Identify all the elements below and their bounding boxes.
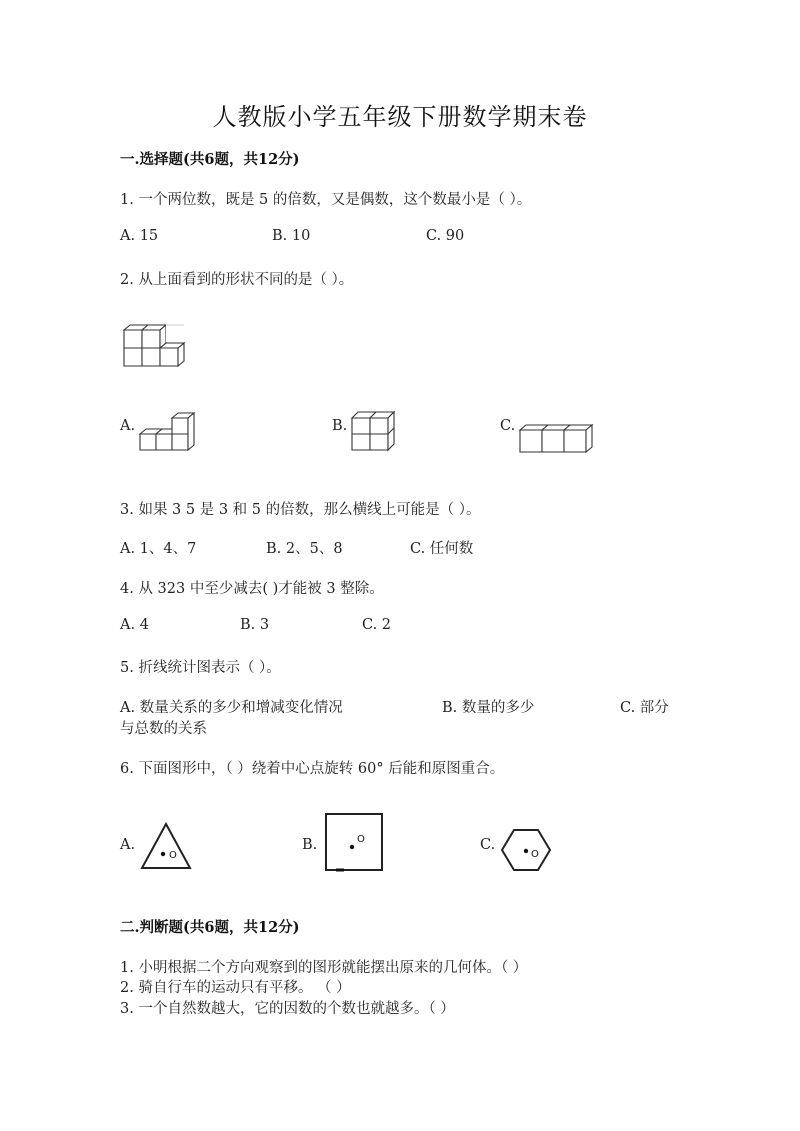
judgement-item-3: 3. 一个自然数越大，它的因数的个数也就越多。（ ） [120,1001,455,1017]
q4-option-a: A. 4 [120,617,149,633]
shape-center-label: O [357,834,365,845]
q1-option-c: C. 90 [426,228,465,244]
q6-option-c: C. [480,837,496,853]
judgement-item-2: 2. 骑自行车的运动只有平移。 （ ） [120,980,351,996]
triangle-shape-icon [138,820,194,872]
question-1: 1. 一个两位数，既是 5 的倍数，又是偶数，这个数最小是（ ）。 [120,192,532,208]
cube-view-b-icon [348,408,406,456]
section-heading-judgement: 二.判断题(共6题，共12分) [120,919,300,936]
q5-option-a: A. 数量关系的多少和增减变化情况 [120,700,343,716]
cube-view-c-icon [516,420,602,456]
cube-stack-icon [118,320,190,372]
q2-option-c: C. [500,418,516,434]
shape-center-label: O [169,850,177,861]
q5-option-b: B. 数量的多少 [442,700,535,716]
page-title: 人教版小学五年级下册数学期末卷 [212,103,588,131]
hexagon-shape-icon [500,826,554,874]
question-4: 4. 从 323 中至少减去( )才能被 3 整除。 [120,581,384,597]
q4-option-c: C. 2 [362,617,392,633]
q2-option-b: B. [332,418,348,434]
question-2: 2. 从上面看到的形状不同的是（ ）。 [120,272,354,288]
q6-option-b: B. [302,837,318,853]
q5-option-c: C. 部分 [620,700,669,716]
section-heading-choice: 一.选择题(共6题，共12分) [120,151,300,168]
q3-option-a: A. 1、4、7 [120,541,197,557]
cube-view-a-icon [136,410,198,456]
q2-option-a: A. [120,418,136,434]
q4-option-b: B. 3 [240,617,270,633]
q1-option-a: A. 15 [120,228,159,244]
q3-option-b: B. 2、5、8 [266,541,343,557]
q6-option-a: A. [120,837,136,853]
question-6: 6. 下面图形中，（ ）绕着中心点旋转 60° 后能和原图重合。 [120,761,505,777]
q3-option-c: C. 任何数 [410,541,474,557]
question-5: 5. 折线统计图表示（ ）。 [120,660,281,676]
shape-center-label: O [531,849,539,860]
q1-option-b: B. 10 [272,228,311,244]
square-shape-icon [322,810,388,876]
judgement-item-1: 1. 小明根据二个方向观察到的图形就能摆出原来的几何体。（ ） [120,960,528,976]
q5-option-c-continued: 与总数的关系 [120,721,207,737]
question-3: 3. 如果 3 5 是 3 和 5 的倍数，那么横线上可能是（ ）。 [120,502,481,518]
